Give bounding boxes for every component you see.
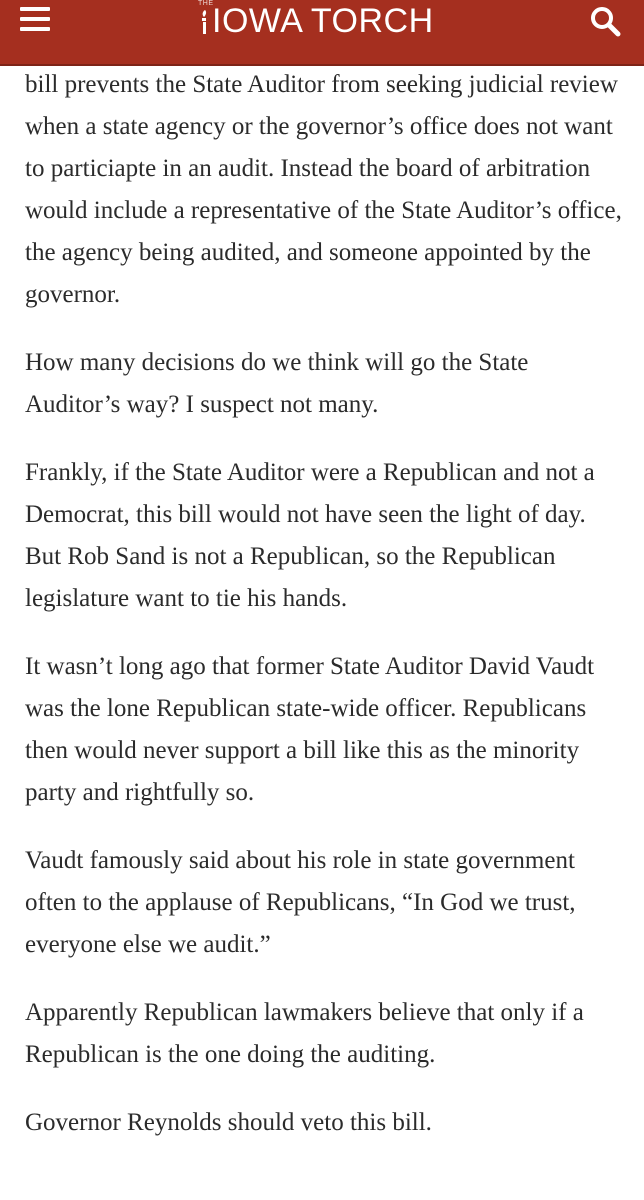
article-paragraph: bill prevents the State Auditor from seeking judicial review when a state agency or the governor’s office does not want to particiapte in an audit. Instead the board of arbitration would include a representative of the State Auditor’s office, the agency being audited, and someone appointed by the governor. <box>25 71 622 308</box>
logo-prefix: THE <box>198 0 214 7</box>
site-title: IOWA TORCH <box>212 2 434 40</box>
article-body <box>25 64 625 1170</box>
hamburger-menu-icon[interactable] <box>20 2 54 36</box>
menu-bar <box>20 27 50 31</box>
article-paragraph: Apparently Republican lawmakers believe that only if a Republican is the one doing the auditing. <box>25 999 584 1068</box>
article-paragraph: It wasn’t long ago that former State Auditor David Vaudt was the lone Republican state-wide officer. Republicans then would never support a bill like this as the minority party and rightfully so. <box>25 653 595 806</box>
article-paragraph: Frankly, if the State Auditor were a Republican and not a Democrat, this bill would not have seen the light of day. But Rob Sand is not a Republican, so the Republican legislature want to tie his hands. <box>25 459 595 612</box>
site-logo[interactable] <box>196 0 434 40</box>
torch-icon <box>196 0 212 40</box>
article-paragraph: Governor Reynolds should veto this bill. <box>25 1109 432 1136</box>
article-paragraph: Vaudt famously said about his role in state government often to the applause of Republicans, “In God we trust, everyone else we audit.” <box>25 847 576 958</box>
search-icon[interactable] <box>588 4 622 38</box>
article-paragraph: How many decisions do we think will go the State Auditor’s way? I suspect not many. <box>25 349 529 418</box>
menu-bar <box>20 7 50 11</box>
site-header <box>0 0 644 66</box>
menu-bar <box>20 17 50 21</box>
